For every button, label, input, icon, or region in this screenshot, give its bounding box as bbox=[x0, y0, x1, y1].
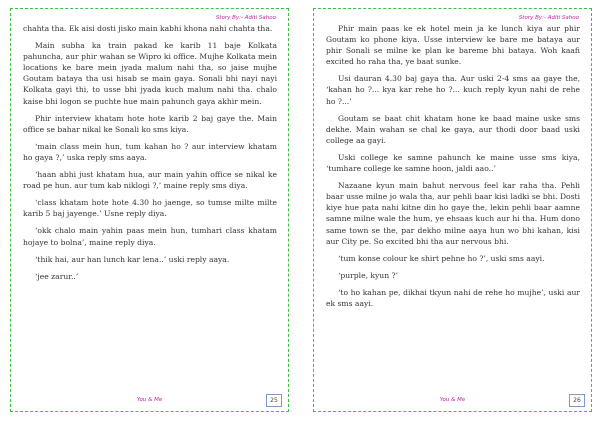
right-page bbox=[313, 8, 592, 412]
paragraph: Main subha ka train pakad ke karib 11 baje Kolkata pahuncha, aur phir wahan se Wipro ki office. Mujhe Kolkata mein locations ke bare mein jyada malum nahi tha, so jaise mujhe Goutam bataya tha usi hisab se main gaya. Sonali bhi nayi nayi Kolkata gayi thi, to usse bhi jyada kuch malum nahi tha. chalo kaise bhi logon se puchte hue main pahunch gaya akhir mein. bbox=[23, 41, 277, 106]
page-body bbox=[326, 23, 580, 315]
paragraph: Phir main paas ke ek hotel mein ja ke lunch kiya aur phir Goutam ko phone kiya. Usse interview ke bare me bataya aur phir Sonali se milne ke plan ke bareme bhi bataya. Woh kaafi excited ho raha tha, ye baat sunke. bbox=[326, 24, 580, 67]
page-number: 25 bbox=[266, 394, 282, 407]
page-number: 26 bbox=[569, 394, 585, 407]
paragraph: chahta tha. Ek aisi dosti jisko main kabhi khona nahi chahta tha. bbox=[23, 24, 273, 33]
left-page bbox=[10, 8, 289, 412]
page-footer: You & Me bbox=[439, 397, 466, 403]
paragraph: Nazaane kyun main bahut nervous feel kar raha tha. Pehli baar usse milne jo wala tha, aur pehli baar kisi ladki se bhi. Dosti kiye hue pata nahi kitne din ho gaye the, lekin pehli baar aamne samne milne wale the hum, ye ehsaas kuch aur hi tha. Hum dono same town se the, par dekho milne aaya hun wo bhi kahan, kisi aur City pe. So excited bhi tha aur nervous bhi. bbox=[326, 181, 580, 246]
paragraph: ‘jee zarur..’ bbox=[35, 271, 79, 281]
paragraph: Goutam se baat chit khatam hone ke baad maine uske sms dekhe. Main wahan se chal ke gaya, aur thodi door baad uski college aa gayi. bbox=[326, 113, 580, 145]
page-header: Story By:- Aditi Sahoo bbox=[518, 15, 579, 21]
page-footer: You & Me bbox=[136, 397, 163, 403]
paragraph: ‘to ho kahan pe, dikhai tkyun nahi de rehe ho mujhe’, uski aur ek sms aayi. bbox=[326, 287, 580, 308]
paragraph: ‘thik hai, aur han lunch kar lena..’ uski reply aaya. bbox=[35, 254, 230, 264]
page-body bbox=[23, 23, 277, 288]
paragraph: ‘purple, kyun ?’ bbox=[338, 270, 398, 280]
paragraph: Uski college ke samne pahunch ke maine usse sms kiya, ‘tumhare college ke samne hoon, jaldi aao..’ bbox=[326, 152, 580, 174]
paragraph: ‘main class mein hun, tum kahan ho ? aur interview khatam ho gaya ?,’ uska reply sms aaya. bbox=[23, 141, 277, 162]
paragraph: Phir interview khatam hote hote karib 2 baj gaye the. Main office se bahar nikal ke Sonali ko sms kiya. bbox=[23, 113, 277, 134]
paragraph: Usi dauran 4.30 baj gaya tha. Aur uski 2-4 sms aa gaye the, ‘kahan ho ?... kya kar rehe ho ?... kuch reply kyun nahi de rehe ho ?...’ bbox=[326, 74, 580, 106]
paragraph: ‘class khatam hote hote 4.30 ho jaenge, so tumse milte milte karib 5 baj jayenge.’ Usne reply diya. bbox=[23, 198, 277, 219]
paragraph: ‘haan abhi just khatam hua, aur main yahin office se nikal ke road pe hun. aur tum kab niklogi ?,’ maine reply sms diya. bbox=[23, 170, 277, 191]
page-header: Story By:- Aditi Sahoo bbox=[215, 15, 276, 21]
paragraph: ‘okk chalo main yahin paas mein hun, tumhari class khatam hojaye to bolna’, maine reply diya. bbox=[23, 226, 277, 247]
paragraph: ‘tum konse colour ke shirt pehne ho ?’, uski sms aayi. bbox=[338, 253, 545, 263]
